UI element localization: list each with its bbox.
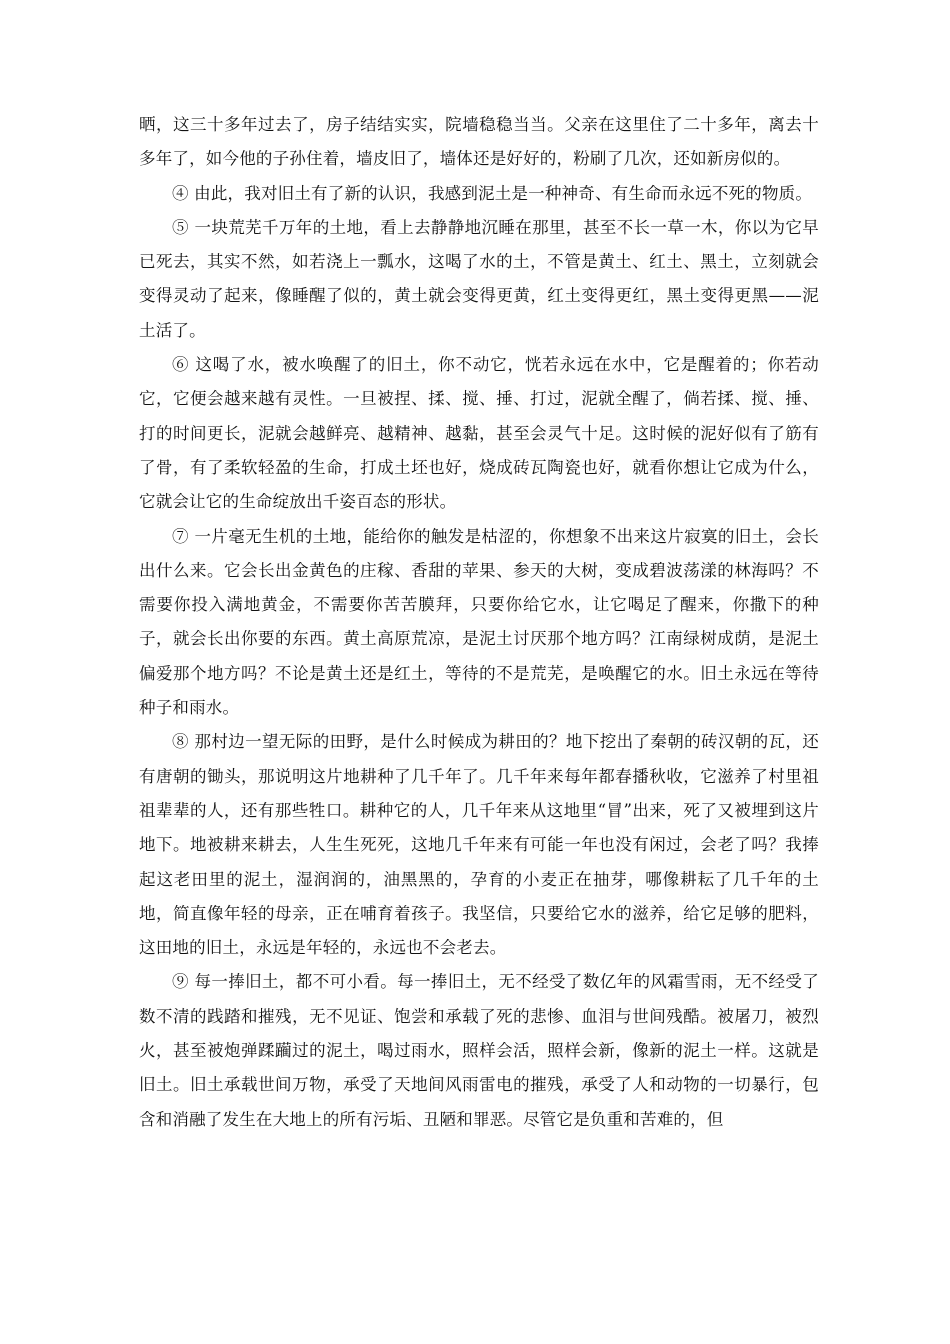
document-body (139, 108, 819, 1137)
paragraph-5: ⑤ 一块荒芜千万年的土地，看上去静静地沉睡在那里，甚至不长一草一木，你以为它早已死去，其实不然，如若浇上一瓢水，这喝了水的土，不管是黄土、红土、黑土，立刻就会变得灵动了起来，像睡醒了似的，黄土就会变得更黄，红土变得更红，黑土变得更黑——泥土活了。 (139, 217, 819, 340)
paragraph-continuation: 晒，这三十多年过去了，房子结结实实，院墙稳稳当当。父亲在这里住了二十多年，离去十多年了，如今他的子孙住着，墙皮旧了，墙体还是好好的，粉刷了几次，还如新房似的。 (139, 115, 819, 169)
paragraph-8: ⑧ 那村边一望无际的田野，是什么时候成为耕田的？地下挖出了秦朝的砖汉朝的瓦，还有唐朝的锄头，那说明这片地耕种了几千年了。几千年来每年都春播秋收，它滋养了村里祖祖辈辈的人，还有那些牲口。耕种它的人，几千年来从这地里“冒”出来，死了又被埋到这片地下。地被耕来耕去，人生生死死，这地几千年来有可能一年也没有闲过，会老了吗？我捧起这老田里的泥土，湿润润的，油黑黑的，孕育的小麦正在抽芽，哪像耕耘了几千年的土地，简直像年轻的母亲，正在哺育着孩子。我坚信，只要给它水的滋养，给它足够的肥料，这田地的旧土，永远是年轻的，永远也不会老去。 (139, 732, 819, 958)
paragraph-6: ⑥ 这喝了水，被水唤醒了的旧土，你不动它，恍若永远在水中，它是醒着的；你若动它，它便会越来越有灵性。一旦被捏、揉、搅、捶、打过，泥就全醒了，倘若揉、搅、捶、打的时间更长，泥就会越鲜亮、越精神、越黏，甚至会灵气十足。这时候的泥好似有了筋有了骨，有了柔软轻盈的生命，打成土坯也好，烧成砖瓦陶瓷也好，就看你想让它成为什么，它就会让它的生命绽放出千姿百态的形状。 (139, 355, 819, 512)
paragraph-7: ⑦ 一片毫无生机的土地，能给你的触发是枯涩的，你想象不出来这片寂寞的旧土，会长出什么来。它会长出金黄色的庄稼、香甜的苹果、参天的大树，变成碧波荡漾的林海吗？不需要你投入满地黄金，不需要你苦苦膜拜，只要你给它水，让它喝足了醒来，你撒下的种子，就会长出你要的东西。黄土高原荒凉，是泥土讨厌那个地方吗？江南绿树成荫，是泥土偏爱那个地方吗？不论是黄土还是红土，等待的不是荒芜，是唤醒它的水。旧土永远在等待种子和雨水。 (139, 526, 819, 718)
paragraph-9: ⑨ 每一捧旧土，都不可小看。每一捧旧土，无不经受了数亿年的风霜雪雨，无不经受了数不清的践踏和摧残，无不见证、饱尝和承载了死的悲惨、血泪与世间残酷。被屠刀，被烈火，甚至被炮弹蹂躏过的泥土，喝过雨水，照样会活，照样会新，像新的泥土一样。这就是旧土。旧土承载世间万物，承受了天地间风雨雷电的摧残，承受了人和动物的一切暴行，包含和消融了发生在大地上的所有污垢、丑陋和罪恶。尽管它是负重和苦难的，但 (139, 972, 819, 1129)
paragraph-4: ④ 由此，我对旧土有了新的认识，我感到泥土是一种神奇、有生命而永远不死的物质。 (172, 183, 813, 203)
